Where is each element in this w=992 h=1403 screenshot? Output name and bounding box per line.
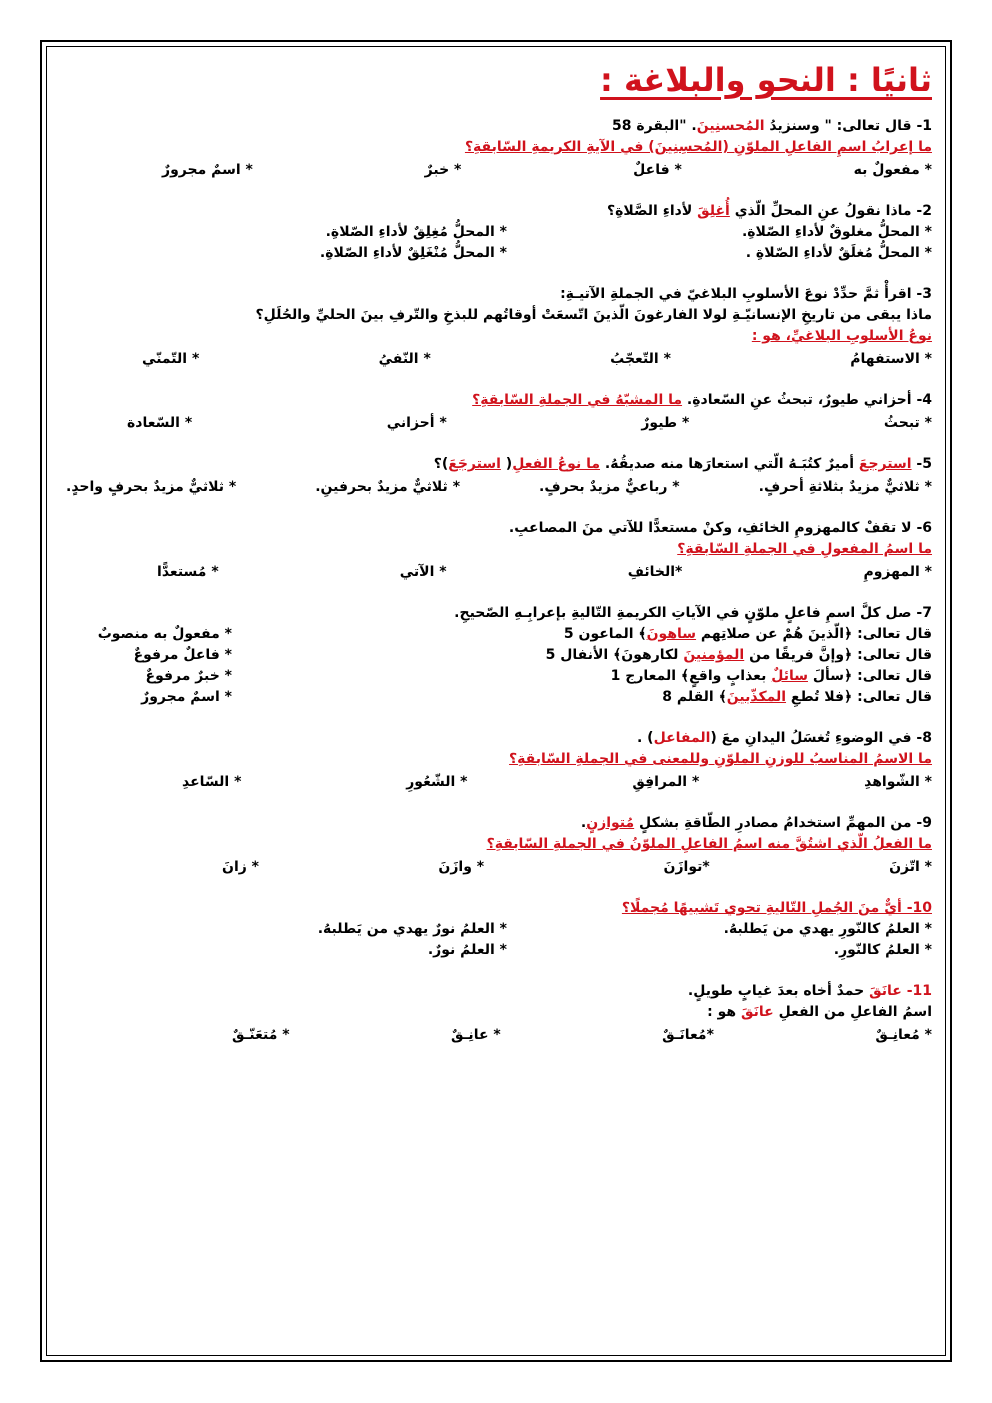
q5-option-2[interactable]: * رباعيٌّ مزيدٌ بحرفٍ. — [539, 479, 680, 495]
q7-answer-2[interactable]: * فاعلٌ مرفوعٌ — [133, 647, 232, 663]
q7-verse-1-highlight[interactable]: ساهونَ — [646, 626, 697, 642]
q9-highlight: مُتوازنٍ — [586, 815, 635, 831]
question-3 — [60, 284, 932, 370]
q1-text-end: . "البقرة 58 — [612, 118, 697, 134]
q5-text: 5- — [911, 456, 932, 472]
q7-verse-2: قال تعالى: ﴿وإنَّ فريقًا من — [744, 647, 932, 663]
q5-paren-open: ( — [500, 456, 513, 472]
q6-option-4[interactable]: * مُستعدًّا — [157, 564, 219, 580]
q5-text-mid: أميرٌ كتُبَـهُ الّتي استعارَها منه صديقُهُ. — [600, 456, 859, 472]
q7-row-3 — [60, 666, 932, 687]
q10-options-row-2 — [60, 940, 932, 961]
q3-prompt: نوعُ الأسلوبِ البلاغيِّ، هو : — [751, 328, 932, 344]
q9-prompt: ما الفعلُ الّذي اشتُقَّ منه اسمُ الفاعلِ الملوّنُ في الجملةِ السّابقةِ؟ — [486, 836, 932, 852]
q7-row-2 — [60, 645, 932, 666]
q11-prompt-end: هو : — [707, 1004, 741, 1020]
q7-verse-3: قال تعالى: ﴿سألَ — [807, 668, 932, 684]
q11-options — [232, 1025, 932, 1046]
q8-option-4[interactable]: * السّاعدِ — [182, 774, 242, 790]
q6-option-3[interactable]: * الآتي — [399, 564, 447, 580]
q9-option-3[interactable]: * وازَنَ — [438, 859, 485, 875]
q7-verse-3-highlight[interactable]: سائلٌ — [771, 668, 808, 684]
q2-option-3[interactable]: * المحلُّ مُغلَقٌ لأداءِ الصّلاةِ . — [745, 245, 932, 261]
q8-option-1[interactable]: * الشّواهدِ — [864, 774, 932, 790]
q9-option-1[interactable]: * اتّزنَ — [889, 859, 932, 875]
q5-prompt: ما نوعُ الفعلِ — [512, 456, 601, 472]
q8-option-3[interactable]: * الشّعُورِ — [406, 774, 468, 790]
q7-row-4 — [60, 687, 932, 708]
q8-text: 8- في الوضوءِ تُغسَلُ اليدانِ معَ ( — [710, 730, 932, 746]
q4-option-2[interactable]: * طيورٌ — [641, 415, 690, 431]
q9-option-2[interactable]: *توازَنَ — [663, 859, 710, 875]
question-9 — [60, 813, 932, 878]
q7-verse-2-end: لكارهونَ﴾ الأنفال 5 — [545, 647, 684, 663]
q1-prompt: ما إعرابُ اسمِ الفاعلِ الملوّنِ (المُحسِنِينَ) في الآيةِ الكريمةِ السّابقةِ؟ — [464, 139, 932, 155]
q1-option-3[interactable]: * خبرٌ — [424, 162, 462, 178]
q11-option-1[interactable]: * مُعانِـقٌ — [875, 1027, 932, 1043]
q1-options — [162, 160, 932, 181]
q6-options — [157, 562, 932, 583]
q7-row-1 — [60, 624, 932, 645]
q11-text: حمدٌ أخاه بعدَ غيابٍ طويلٍ. — [687, 983, 870, 999]
q2-text: 2- ماذا نقولُ عنِ المحلِّ الّذي — [729, 203, 932, 219]
q10-option-4[interactable]: * العلمُ نورٌ. — [427, 942, 507, 958]
worksheet — [60, 58, 932, 1066]
q1-option-2[interactable]: * فاعلٌ — [633, 162, 682, 178]
q10-option-2[interactable]: * العلمُ نورٌ يهدي من يَطلبهُ. — [317, 921, 507, 937]
q1-highlight: المُحسنِينَ — [696, 118, 765, 134]
q9-option-4[interactable]: * زانَ — [222, 859, 260, 875]
q3-option-2[interactable]: * التّعجّبُ — [610, 351, 671, 367]
q5-option-1[interactable]: * ثلاثيٌّ مزيدٌ بثلاثةِ أحرفٍ. — [758, 479, 932, 495]
q3-sentence: ماذا يبقى من تاريخِ الإنسانيّـةِ لولا الفارغونَ الّذينَ اتّسعَتْ أوقاتُهم للبذخِ والتّرفِ بينَ الحليِّ والحُلَلِ؟ — [255, 307, 932, 323]
q2-option-1[interactable]: * المحلُّ مغلوقٌ لأداءِ الصّلاةِ. — [741, 224, 932, 240]
q4-text: 4- أحزاني طيورٌ، تبحثُ عنِ السّعادةِ. — [682, 392, 932, 408]
q8-options — [182, 772, 932, 793]
q5-prompt-verb: استرجَعَ — [448, 456, 501, 472]
q2-options-row-2 — [60, 243, 932, 264]
q3-option-1[interactable]: * الاستفهامُ — [850, 351, 932, 367]
q5-option-4[interactable]: * ثلاثيٌّ مزيدٌ بحرفٍ واحدٍ. — [66, 479, 237, 495]
q3-option-3[interactable]: * النّفيُ — [378, 351, 431, 367]
question-1 — [60, 116, 932, 181]
q5-option-3[interactable]: * ثلاثيٌّ مزيدٌ بحرفينِ. — [315, 479, 461, 495]
q11-option-4[interactable]: * مُتعَنّـقٌ — [232, 1027, 290, 1043]
question-4 — [60, 390, 932, 434]
question-7 — [60, 603, 932, 708]
q7-verse-3-end: بعذابٍ واقعٍ﴾ المعارج 1 — [610, 668, 772, 684]
q5-options — [66, 477, 932, 498]
q6-prompt: ما اسمُ المفعولِ في الجملةِ السّابقةِ؟ — [677, 541, 932, 557]
q7-verse-4-end: ﴾ القلم 8 — [662, 689, 727, 705]
q7-verse-4: قال تعالى: ﴿فلا تُطعِ — [786, 689, 932, 705]
q7-answer-1[interactable]: * مفعولٌ به منصوبٌ — [97, 626, 232, 642]
q7-verse-4-highlight[interactable]: المكذّبينَ — [726, 689, 787, 705]
question-11 — [60, 981, 932, 1046]
q8-option-2[interactable]: * المرافِقِ — [632, 774, 700, 790]
q7-verse-1-end: ﴾ الماعون 5 — [563, 626, 647, 642]
q9-text-end: . — [580, 815, 587, 831]
q4-option-4[interactable]: * السّعادة — [127, 415, 193, 431]
q3-text: 3- اقرأْ ثمَّ حدِّدْ نوعَ الأسلوبِ البلاغيّ في الجملةِ الآتيـةِ: — [560, 286, 932, 302]
q11-highlight: 11- عانَقَ — [869, 983, 932, 999]
q4-prompt: ما المشبّهُ في الجملةِ السّابقةِ؟ — [472, 392, 683, 408]
q3-options — [142, 349, 932, 370]
q11-prompt-verb: عانَقَ — [741, 1004, 774, 1020]
q9-text: 9- من المهمِّ استخدامُ مصادرِ الطّاقةِ بشكلٍ — [634, 815, 932, 831]
q4-option-3[interactable]: * أحزاني — [386, 415, 447, 431]
q1-option-4[interactable]: * اسمٌ مجرورٌ — [162, 162, 253, 178]
q10-option-3[interactable]: * العلمُ كالنّورِ. — [833, 942, 932, 958]
q7-verse-1: قال تعالى: ﴿الّذينَ هُمْ عن صلاتِهم — [696, 626, 932, 642]
q8-highlight: المفاعل — [653, 730, 711, 746]
q5-paren-close: )؟ — [433, 456, 449, 472]
q1-option-1[interactable]: * مفعولٌ به — [853, 162, 932, 178]
q11-option-3[interactable]: * عانِـقٌ — [451, 1027, 501, 1043]
q5-highlight-verb: استرجعَ — [858, 456, 912, 472]
q7-answer-3[interactable]: * خبرٌ مرفوعٌ — [145, 668, 232, 684]
q6-option-1[interactable]: * المهزومِ — [863, 564, 932, 580]
question-8 — [60, 728, 932, 793]
q7-text: 7- صل كلَّ اسمِ فاعلٍ ملوّنٍ في الآياتِ الكريمةِ التّاليةِ بإعرابِـهِ الصّحيحِ. — [454, 605, 932, 621]
q7-verse-2-highlight[interactable]: المؤمنينَ — [683, 647, 745, 663]
question-6 — [60, 518, 932, 583]
q6-text: 6- لا تقفْ كالمهزومِ الخائفِ، وكنْ مستعدًّا للآتي منَ المصاعبِ. — [508, 520, 932, 536]
q4-option-1[interactable]: * تبحثُ — [883, 415, 932, 431]
q9-options — [222, 857, 932, 878]
question-2 — [60, 201, 932, 264]
q7-answer-4[interactable]: * اسمٌ مجرورٌ — [141, 689, 232, 705]
q11-prompt: اسمُ الفاعلِ من الفعلِ — [773, 1004, 932, 1020]
q4-options — [127, 413, 932, 434]
q10-text: 10- أيٌّ منَ الجُملِ التّاليةِ تحوي تَشبيهًا مُجملًا؟ — [621, 900, 932, 916]
q3-option-4[interactable]: * التّمنّي — [142, 351, 200, 367]
q2-text-end: لأداءِ الصَّلاةِ؟ — [606, 203, 698, 219]
q2-option-4[interactable]: * المحلُّ مُنْغَلِقٌ لأداءِ الصّلاةِ. — [319, 245, 507, 261]
q8-text-end: ) . — [636, 730, 654, 746]
q8-prompt: ما الاسمُ المناسبُ للوزنِ الملوّنِ وللمعنى في الجملةِ السّابقةِ؟ — [509, 751, 932, 767]
q10-option-1[interactable]: * العلمُ كالنّورِ يهدي من يَطلبهُ. — [723, 921, 932, 937]
q6-option-2[interactable]: *الخائفِ — [627, 564, 683, 580]
q2-options-row-1 — [60, 222, 932, 243]
q1-text: 1- قال تعالى: " وسنزيدُ — [764, 118, 932, 134]
q2-highlight: أُغلِقَ — [697, 203, 730, 219]
question-5 — [60, 454, 932, 498]
section-title: ثانيًا : النحو والبلاغة : — [600, 61, 932, 99]
q10-options-row-1 — [60, 919, 932, 940]
question-10 — [60, 898, 932, 961]
q2-option-2[interactable]: * المحلُّ مُغِلِقٌ لأداءِ الصّلاةِ. — [325, 224, 507, 240]
q11-option-2[interactable]: *مُعانَـقٌ — [662, 1027, 714, 1043]
